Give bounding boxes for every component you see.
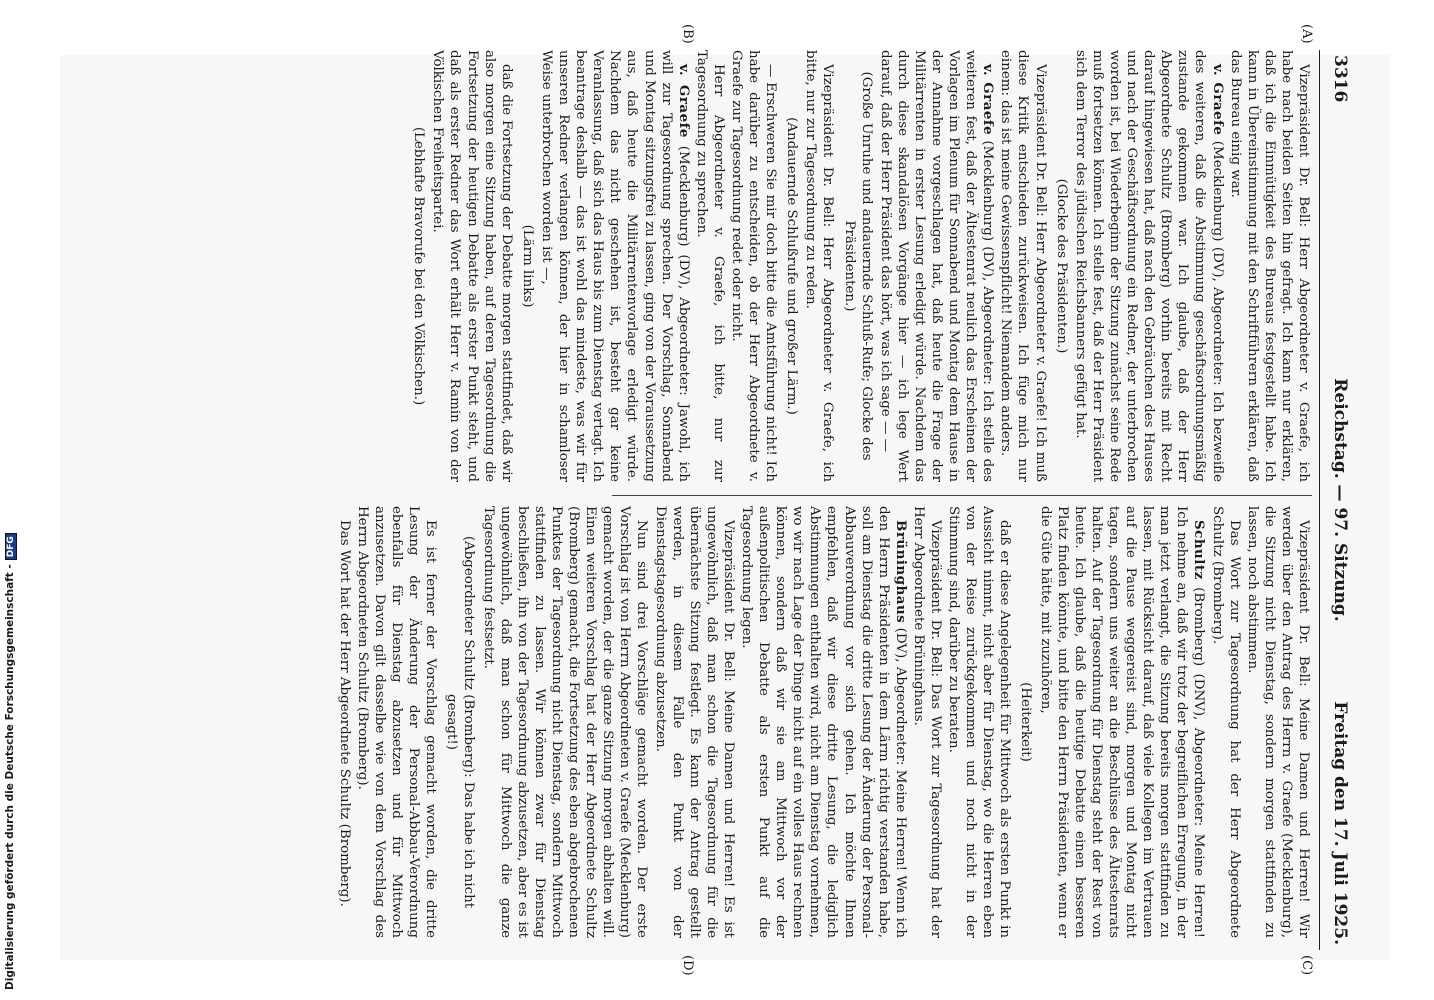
speaker-name: Schultz	[1191, 520, 1208, 580]
paragraph-text: Vizepräsident Dr. Bell: Das Wort zur Tagesordnung hat der Herr Abgeordnete Brüninghaus.	[910, 506, 944, 938]
stage-direction: (Heiterkeit)	[1018, 682, 1034, 762]
paragraph-text: (Bromberg) (DNV), Abgeordneter: Meine Herren! Ich nehme an, daß wir trotz der begreiflichen Erregung, in der man jetzt verlangt, die Sitzung bereits morgen stattfinden zu lassen, mit Rücksicht darauf, daß viele Kollegen im Vertrauen auf die Pause weggereist sind, morgen und Montag nicht tagen, sondern uns weiter an die Beschlüsse des Ältestenrats halten. Auf der Tagesordnung für Dienstag steht der Rest von heute. Ich glaube, daß die heutige Debatte einen besseren Platz finden könnte, und bitte den Herrn Präsidenten, wenn er die Güte hätte, mit zuzuhören,	[1037, 506, 1207, 938]
margin-mark-d: (D)	[680, 955, 695, 976]
stage-direction: (Große Unruhe und andauernde Schluß-Rufe; Glocke des Präsidenten.)	[841, 71, 874, 461]
header-date: Freitag den 17. Juli 1925.	[1330, 701, 1350, 945]
paragraph	[354, 506, 439, 938]
paragraph-text: — Erschweren Sie mir doch bitte die Amtsführung nicht! Ich habe darüber zu entscheiden, ob der Herr Abgeordnete v. Graefe zur Tagesordnung redet oder nicht.	[729, 50, 779, 482]
stage-direction: (Glocke des Präsidenten.)	[1053, 178, 1069, 354]
speaker-name: v. Graefe	[675, 64, 692, 138]
paragraph-text: (DV), Abgeordneter: Meine Herren! Wenn ich den Herrn Präsidenten in dem Lärm richtig verstanden habe, soll am Dienstag die dritte Lesung der Änderung der Personal-Abbauverordnung vor sich gehen. Ich möchte Ihnen empfehlen, daß wir diese dritte Lesung, die lediglich Abstimmungen enthalten wird, nicht am Dienstag vornehmen, wo wir nach Lage der Dinge nicht auf ein volles Haus rechnen können, sondern daß wir sie am Mittwoch vor der außenpolitischen Debatte als ersten Punkt auf die Tagesordnung legen.	[739, 506, 908, 938]
paragraph-text: Vizepräsident Dr. Bell: Herr Abgeordneter v. Graefe, ich habe nach beiden Seiten hin gefragt. Ich kann nur erklären, daß ich die Einmütigkeit des Bureaus festgestellt habe. Ich kann in Übereinstimmung mit den Schriftführern erklären, daß das Bureau einig war.	[1227, 50, 1311, 482]
column-divider	[612, 495, 1312, 496]
paragraph	[1227, 50, 1312, 482]
margin-mark-c: (C)	[1299, 955, 1314, 976]
paragraph-text: Vizepräsident Dr. Bell: Herr Abgeordneter v. Graefe! Ich muß diese Kritik entschieden zurückweisen. Ich füge mich nur einem: das ist meine Gewissenspflicht! Niemandem anders.	[998, 50, 1048, 482]
paragraph	[945, 506, 1013, 938]
margin-mark-b: (B)	[680, 24, 695, 44]
paragraph	[1208, 506, 1242, 938]
page-header	[1319, 50, 1360, 950]
paragraph	[693, 50, 727, 482]
paragraph-text: Vizepräsident Dr. Bell: Herr Abgeordneter v. Graefe, ich bitte, nur zur Tagesordnung zu reden.	[803, 50, 836, 482]
stage-direction: (Abgeordneter Schultz (Bromberg): Das habe ich nicht gesagt!)	[444, 535, 477, 909]
paragraph	[1244, 506, 1312, 938]
digitization-text: Digitalisierung gefördert durch die Deutsche Forschungsgemeinschaft -	[4, 564, 16, 990]
paragraph-text: Es ist ferner der Vorschlag gemacht worden, die dritte Lesung der Änderung der Personal-Abbau-Verordnung ebenfalls für Dienstag abzusetzen und für Mittwoch anzusetzen. Davon gilt dasselbe wie von dem Vorschlag des Herrn Abgeordneten Schultz (Bromberg).	[354, 506, 439, 938]
speaker-name: v. Graefe	[1209, 64, 1226, 136]
paragraph	[429, 50, 514, 482]
paragraph	[997, 50, 1048, 482]
paragraph	[651, 506, 736, 938]
paragraph-text: Das Wort zur Tagesordnung hat der Herr Abgeordnete Schultz (Bromberg).	[1209, 506, 1242, 938]
paragraph-text: Das Wort hat der Herr Abgeordnete Schultz (Bromberg).	[336, 520, 352, 907]
paragraph-text: Herr Abgeordneter v. Graefe, ich bitte, nur zur Tagesordnung zu sprechen.	[693, 50, 726, 482]
paragraph	[728, 50, 779, 482]
paragraph-text: (Mecklenburg) (DV), Abgeordneter: Ich stelle des weiteren fest, daß der Ältestenrat neulich das Erscheinen der Vorlagen im Plenum für Sonnabend und Montag dem Hause in der Annahme vorgeschlagen hat, daß heute die Frage der Militärrenten in erster Lesung erledigt würde. Nachdem das durch diese skandalösen Vorgänge hier — ich lege Wert darauf, daß der Herr Präsident das hört, was ich sage — —	[877, 50, 996, 482]
paragraph-text: (Mecklenburg) (DV), Abgeordneter: Jawohl, ich will zur Tagesordnung sprechen. Der Vorschlag, Sonnabend und Montag sitzungsfrei zu lassen, ging von der Voraussetzung aus, daß heute die Militärrentenvorlage erledigt würde. Nachdem das nicht geschehen ist, besteht gar keine Veranlassung, daß sich das Haus bis zum Dienstag vertagt. Ich beantrage deshalb — das ist wohl das mindeste, was wir für unseren Redner verlangen können, der hier in schamloser Weise unterbrochen worden ist —,	[538, 50, 691, 482]
paragraph-text: daß er diese Angelegenheit für Mittwoch als ersten Punkt in Aussicht nimmt, nicht aber für Dienstag, wo die Herren eben von der Reise zurückgekommen und noch nicht in der Stimmung sind, darüber zu beraten.	[946, 506, 1013, 938]
speaker-name: Brüninghaus	[892, 520, 909, 624]
paragraph	[802, 50, 836, 482]
speaker-name: v. Graefe	[980, 64, 997, 136]
page-number: 3316	[1330, 55, 1350, 103]
digitization-note	[4, 536, 20, 990]
paragraph-text: Vizepräsident Dr. Bell: Meine Damen und Herren! Wir werden über den Antrag des Herrn v. Graefe (Mecklenburg), die Sitzung nicht Dienstag, sondern morgen stattfinden zu lassen, noch abstimmen.	[1244, 506, 1311, 938]
paragraph	[910, 506, 944, 938]
paragraph-text: Nun sind drei Vorschläge gemacht worden. Der erste Vorschlag ist von Herrn Abgeordneten v. Graefe (Mecklenburg) gemacht worden, der die ganze Sitzung morgen abhalten will. Einen weiteren Vorschlag hat der Herr Abgeordnete Schultz (Bromberg) gemacht, die Fortsetzung des eben abgebrochenen Punktes der Tagesordnung nicht Dienstag, sondern Mittwoch stattfinden zu lassen. Wir können zwar für Dienstag beschließen, ihn von der Tagesordnung abzusetzen, aber es ist ungewöhnlich, daß man schon für Mittwoch die ganze Tagesordnung festsetzt.	[480, 506, 650, 938]
margin-mark-a: (A)	[1299, 24, 1314, 44]
paragraph-text: (Mecklenburg) (DV), Abgeordneter: Ich bezweifle des weiteren, daß die Abstimmung geschäftsordnungsmäßig zustande gekommen war. Ich glaube, daß der Herr Abgeordnete Schultz (Bromberg) vorhin bereits mit Recht darauf hingewiesen hat, daß nach den Gebräuchen des Hauses und nach der Geschäftsordnung ein Redner, der unterbrochen worden ist, bei Wiederbeginn der Sitzung zunächst seine Rede muß fortsetzen können. Ich stelle fest, daß der Herr Präsident sich dem Terror des jüdischen Reichsbanners gefügt hat.	[1072, 50, 1225, 482]
paragraph	[1037, 506, 1208, 938]
header-title: Reichstag. — 97. Sitzung.	[1330, 378, 1350, 622]
paragraph	[480, 506, 651, 938]
paragraph	[877, 50, 997, 482]
rotated-page-content	[60, 24, 1360, 976]
paragraph-text: daß die Fortsetzung der Debatte morgen stattfindet, daß wir also morgen eine Sitzung haben, auf deren Tagesordnung die Fortsetzung der heutigen Debatte als erster Punkt steht, und daß als erster Redner das Wort erhält Herr v. Ramin von der Völkischen Freiheitspartei.	[430, 50, 514, 482]
paragraph	[336, 506, 353, 938]
stage-direction: (Lebhafte Bravorufe bei den Völkischen.)	[411, 126, 427, 406]
paragraph	[738, 506, 909, 938]
paragraph	[1072, 50, 1226, 482]
stage-direction: (Andauernde Schlußrufe und großer Lärm.)	[784, 117, 800, 415]
paragraph-text: Vizepräsident Dr. Bell: Meine Damen und Herren! Es ist ungewöhnlich, daß man schon die Tagesordnung für die übernächste Sitzung festlegt. Es kann der Antrag gestellt werden, in diesem Falle den Punkt von der Dienstagstagesordnung abzusetzen.	[652, 506, 736, 938]
stage-direction: (Lärm links)	[519, 224, 535, 308]
right-column	[132, 506, 1312, 938]
left-column	[132, 50, 1312, 482]
dfg-logo: DFG	[5, 533, 17, 560]
paragraph	[538, 50, 692, 482]
